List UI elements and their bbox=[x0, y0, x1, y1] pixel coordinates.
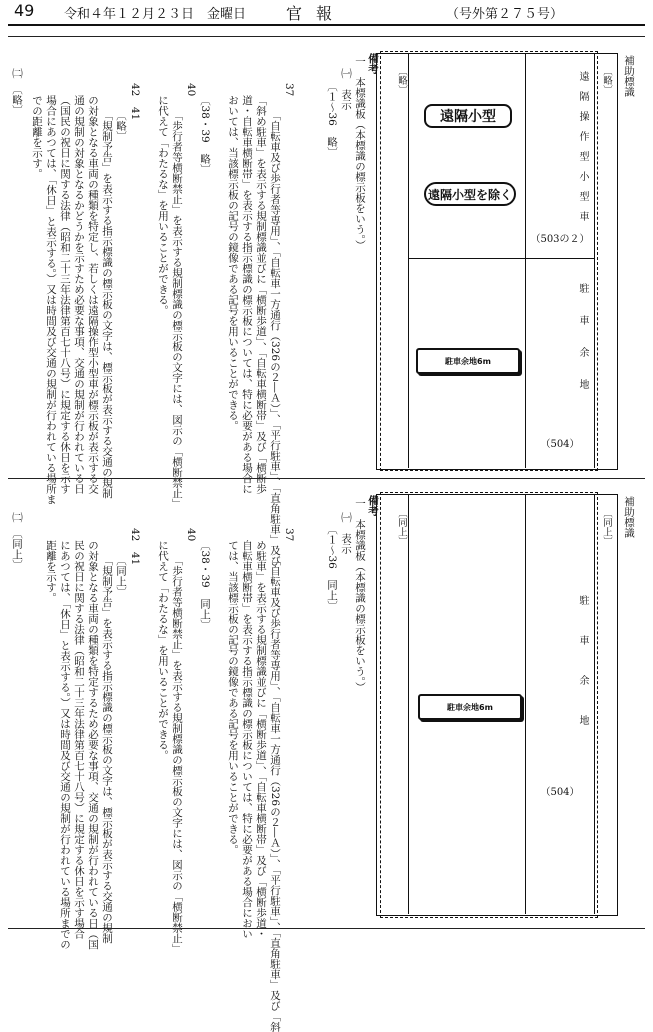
bottom-col42-c: 民の祝日に関する法律（昭和二十三年法律第百七十八号）に規定する休日を示す場合 bbox=[73, 540, 85, 939]
bottom-col41-a: 〔同上〕 bbox=[115, 555, 127, 597]
top-col42-a: 「規制予告」を表示する指示標識の標示板の文字は、標示板が表示する交通の規制 bbox=[101, 110, 113, 499]
bottom-divider-mid bbox=[525, 494, 526, 914]
top-col40-b: に代えて「わたるな」を用いることができる。 bbox=[157, 95, 169, 316]
bottom-col40-b: に代えて「わたるな」を用いることができる。 bbox=[157, 540, 169, 761]
bottom-range1: 〔１～36 同上〕 bbox=[326, 524, 338, 611]
top-col37-num: 37 bbox=[283, 83, 295, 97]
top-row-divider bbox=[408, 258, 594, 259]
bottom-col37-b: め駐車」を表示する規制標識並びに「横断歩道」、「自転車横断帯」及び「横断歩道・ bbox=[255, 540, 267, 939]
bottom-col37-d: ては、当該標示板の記号の鏡像である記号を用いることができる。 bbox=[227, 540, 239, 855]
row2-label: 駐車余地 bbox=[577, 283, 588, 411]
bottom-col42-e: 距離を示す。 bbox=[45, 540, 57, 603]
bottom-item2: ㈡ 〔同上〕 bbox=[11, 512, 23, 570]
sign-remote-small: 遠隔小型 bbox=[424, 104, 512, 128]
header-rule bbox=[8, 24, 645, 26]
top-notes-title: 備考 bbox=[367, 53, 379, 74]
bottom-divider-right bbox=[594, 494, 595, 914]
bottom-notes-sub2: ㈠ 表示 bbox=[340, 512, 352, 554]
top-col41-a: 〔略〕 bbox=[115, 110, 127, 142]
bottom-divider-left bbox=[408, 494, 409, 914]
top-col42-b: の対象となる車両の種類を特定し、若しくは遠隔操作型小型車が標示板が表示する交 bbox=[87, 95, 99, 494]
top-divider-mid bbox=[525, 53, 526, 468]
issue-date: 令和４年１２月２３日 金曜日 bbox=[64, 7, 247, 22]
top-col37-a: 「自転車及び歩行者等専用」、「自転車一方通行（326の２―Ａ）」、「平行駐車」、「直角駐車」及び bbox=[269, 110, 281, 566]
bottom-notes-sub: 一 本標識板（本標識の標示板をいう。） bbox=[354, 498, 366, 693]
bottom-col37-c: 自転車横断帯」を表示する指示標識の標示板については、特に必要がある場合におい bbox=[241, 540, 253, 939]
top-notes-sub: 一 本標識板（本標識の標示板をいう。） bbox=[354, 56, 366, 251]
top-col42-e: 場合にあつては、「休日」と表示する。）又は時間及び交通の規制が行われている場所ま bbox=[45, 95, 57, 505]
top-col42-d: （国民の祝日に関する法律（昭和二十三年法律第百七十八号）に規定する休日を示す bbox=[59, 95, 71, 494]
bottom-col37-a: 「自転車及び歩行者等専用」、「自転車一方通行（326の２―Ａ）」、「平行駐車」、「直角駐車」及び「斜 bbox=[269, 555, 281, 1032]
row1-label: 遠隔操作型小型車 bbox=[577, 71, 588, 231]
top-col37-d: おいては、当該標示板の記号の鏡像である記号を用いることができる。 bbox=[227, 95, 239, 431]
row2-code: （504） bbox=[540, 439, 580, 450]
top-divider-left bbox=[408, 53, 409, 468]
bottom-col37-num: 37 bbox=[283, 528, 295, 542]
top-item2: ㈡ 〔略〕 bbox=[11, 68, 23, 116]
bottom-col40-a: 「歩行者等横断禁止」を表示する規制標識の標示板の文字には、図示の「横断禁止」 bbox=[171, 555, 183, 954]
bottom-notes-title: 備考 bbox=[367, 495, 379, 516]
bottom-sign-parking-clearance: 駐車余地6m bbox=[418, 694, 522, 720]
issue-number: （号外第２７５号） bbox=[446, 7, 564, 22]
sign-parking-clearance: 駐車余地6m bbox=[416, 348, 520, 374]
footer-rule bbox=[8, 928, 645, 929]
top-notes-sub2: ㈠ 表示 bbox=[340, 68, 352, 110]
bottom-row2-code: （504） bbox=[540, 787, 580, 798]
bottom-col42-b: の対象となる車両の種類を特定するため必要な事項、交通の規制が行われている日（国 bbox=[87, 540, 99, 950]
page-number: 49 bbox=[14, 1, 35, 20]
bottom-col42-d: にあつては、「休日」と表示する。）又は時間及び交通の規制が行われている場所までの bbox=[59, 540, 71, 950]
top-range1: 〔１～36 略〕 bbox=[326, 81, 338, 158]
top-col37-b: 「斜め駐車」を表示する規制標識並びに「横断歩道」、「自転車横断帯」及び「横断歩 bbox=[255, 95, 267, 494]
top-col42-c: 通の規制の対象となるかどうかを示すため必要な事項、交通の規制が行われている日 bbox=[73, 95, 85, 494]
gazette-title: 官報 bbox=[286, 4, 347, 23]
top-section-rule bbox=[8, 36, 645, 37]
top-col42-f: での距離を示す。 bbox=[31, 95, 43, 179]
top-col40-num: 40 bbox=[185, 83, 197, 97]
bottom-col42-a: 「規制予告」を表示する指示標識の標示板の文字は、標示板が表示する交通の規制 bbox=[101, 555, 113, 944]
top-col38: 〔38・39 略〕 bbox=[199, 95, 211, 175]
bottom-side-label: 補助標識 bbox=[623, 496, 635, 538]
top-bracket-right: 〔略〕 bbox=[601, 66, 612, 95]
bottom-bracket-left: 〔同上〕 bbox=[396, 508, 407, 546]
top-col41-num: 42 41 bbox=[129, 83, 141, 121]
bottom-col38: 〔38・39 同上〕 bbox=[199, 540, 211, 630]
top-bracket-left: 〔略〕 bbox=[396, 66, 407, 95]
sign-except-remote-small: 遠隔小型を除く bbox=[424, 182, 516, 206]
section-divider bbox=[8, 478, 645, 479]
bottom-bracket-right: 〔同上〕 bbox=[601, 508, 612, 546]
page-header bbox=[0, 0, 653, 24]
top-side-label: 補助標識 bbox=[623, 55, 635, 97]
bottom-row2-label: 駐車余地 bbox=[577, 595, 588, 755]
top-col37-c: 道・自転車横断帯」を表示する指示標識の標示板については、特に必要がある場合に bbox=[241, 95, 253, 494]
row1-code: （503の２） bbox=[530, 234, 590, 245]
top-col40-a: 「歩行者等横断禁止」を表示する規制標識の標示板の文字には、図示の「横断禁止」 bbox=[171, 110, 183, 509]
top-divider-right bbox=[594, 53, 595, 468]
bottom-col40-num: 40 bbox=[185, 528, 197, 542]
bottom-col41-num: 42 41 bbox=[129, 528, 141, 566]
